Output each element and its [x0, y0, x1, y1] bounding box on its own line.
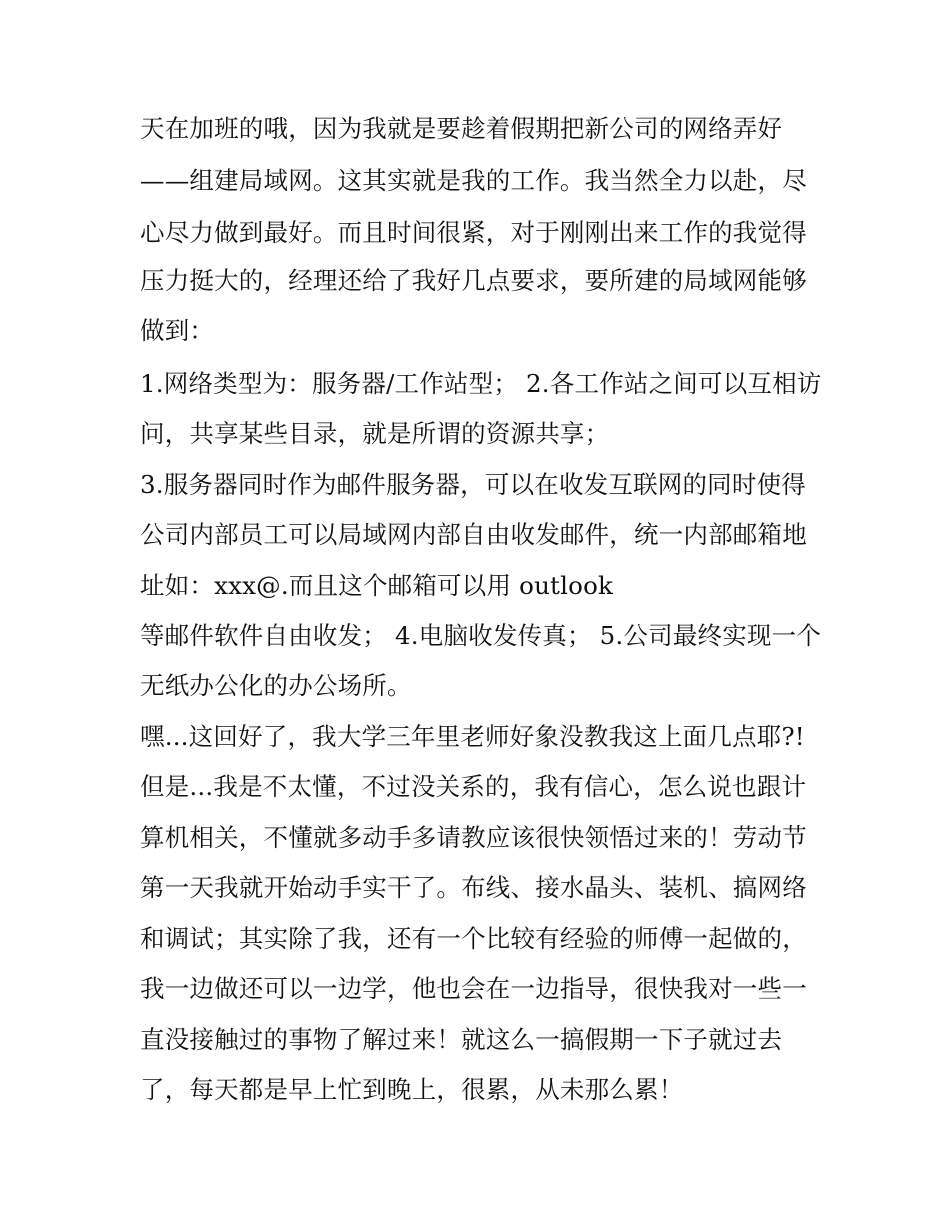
- text-line: 压力挺大的，经理还给了我好几点要求，要所建的局域网能够: [140, 266, 807, 295]
- text-line: 心尽力做到最好。而且时间很紧，对于刚刚出来工作的我觉得: [140, 218, 807, 247]
- text-line: 天在加班的哦，因为我就是要趁着假期把新公司的网络弄好: [140, 114, 783, 143]
- text-line: 问，共享某些目录，就是所谓的资源共享；: [140, 419, 610, 448]
- text-line: ——组建局域网。这其实就是我的工作。我当然全力以赴，尽: [140, 166, 807, 195]
- text-line: 3.服务器同时作为邮件服务器，可以在收发互联网的同时使得: [140, 470, 806, 499]
- text-line: 做到：: [140, 316, 215, 345]
- text-line: 算机相关，不懂就多动手多请教应该很快领悟过来的！劳动节: [140, 823, 807, 852]
- text-line: 公司内部员工可以局域网内部自由收发邮件，统一内部邮箱地: [140, 520, 807, 549]
- text-line: 我一边做还可以一边学，他也会在一边指导，很快我对一些一: [140, 974, 807, 1003]
- text-line: 等邮件软件自由收发； 4.电脑收发传真； 5.公司最终实现一个: [140, 621, 822, 650]
- text-line: 了，每天都是早上忙到晚上，很累，从未那么累！: [140, 1075, 684, 1104]
- text-line: 嘿...这回好了，我大学三年里老师好象没教我这上面几点耶?!: [140, 722, 805, 751]
- text-line: 但是...我是不太懂，不过没关系的，我有信心，怎么说也跟计: [140, 772, 807, 801]
- text-line: 1.网络类型为：服务器/工作站型； 2.各工作站之间可以互相访: [140, 369, 822, 398]
- text-line: 无纸办公化的办公场所。: [140, 671, 412, 700]
- text-line: 直没接触过的事物了解过来！就这么一搞假期一下子就过去: [140, 1025, 783, 1054]
- text-line: 和调试；其实除了我，还有一个比较有经验的师傅一起做的，: [140, 924, 807, 953]
- text-line: 址如：xxx@.而且这个邮箱可以用 outlook: [140, 571, 614, 600]
- text-line: 第一天我就开始动手实干了。布线、接水晶头、装机、搞网络: [140, 873, 807, 902]
